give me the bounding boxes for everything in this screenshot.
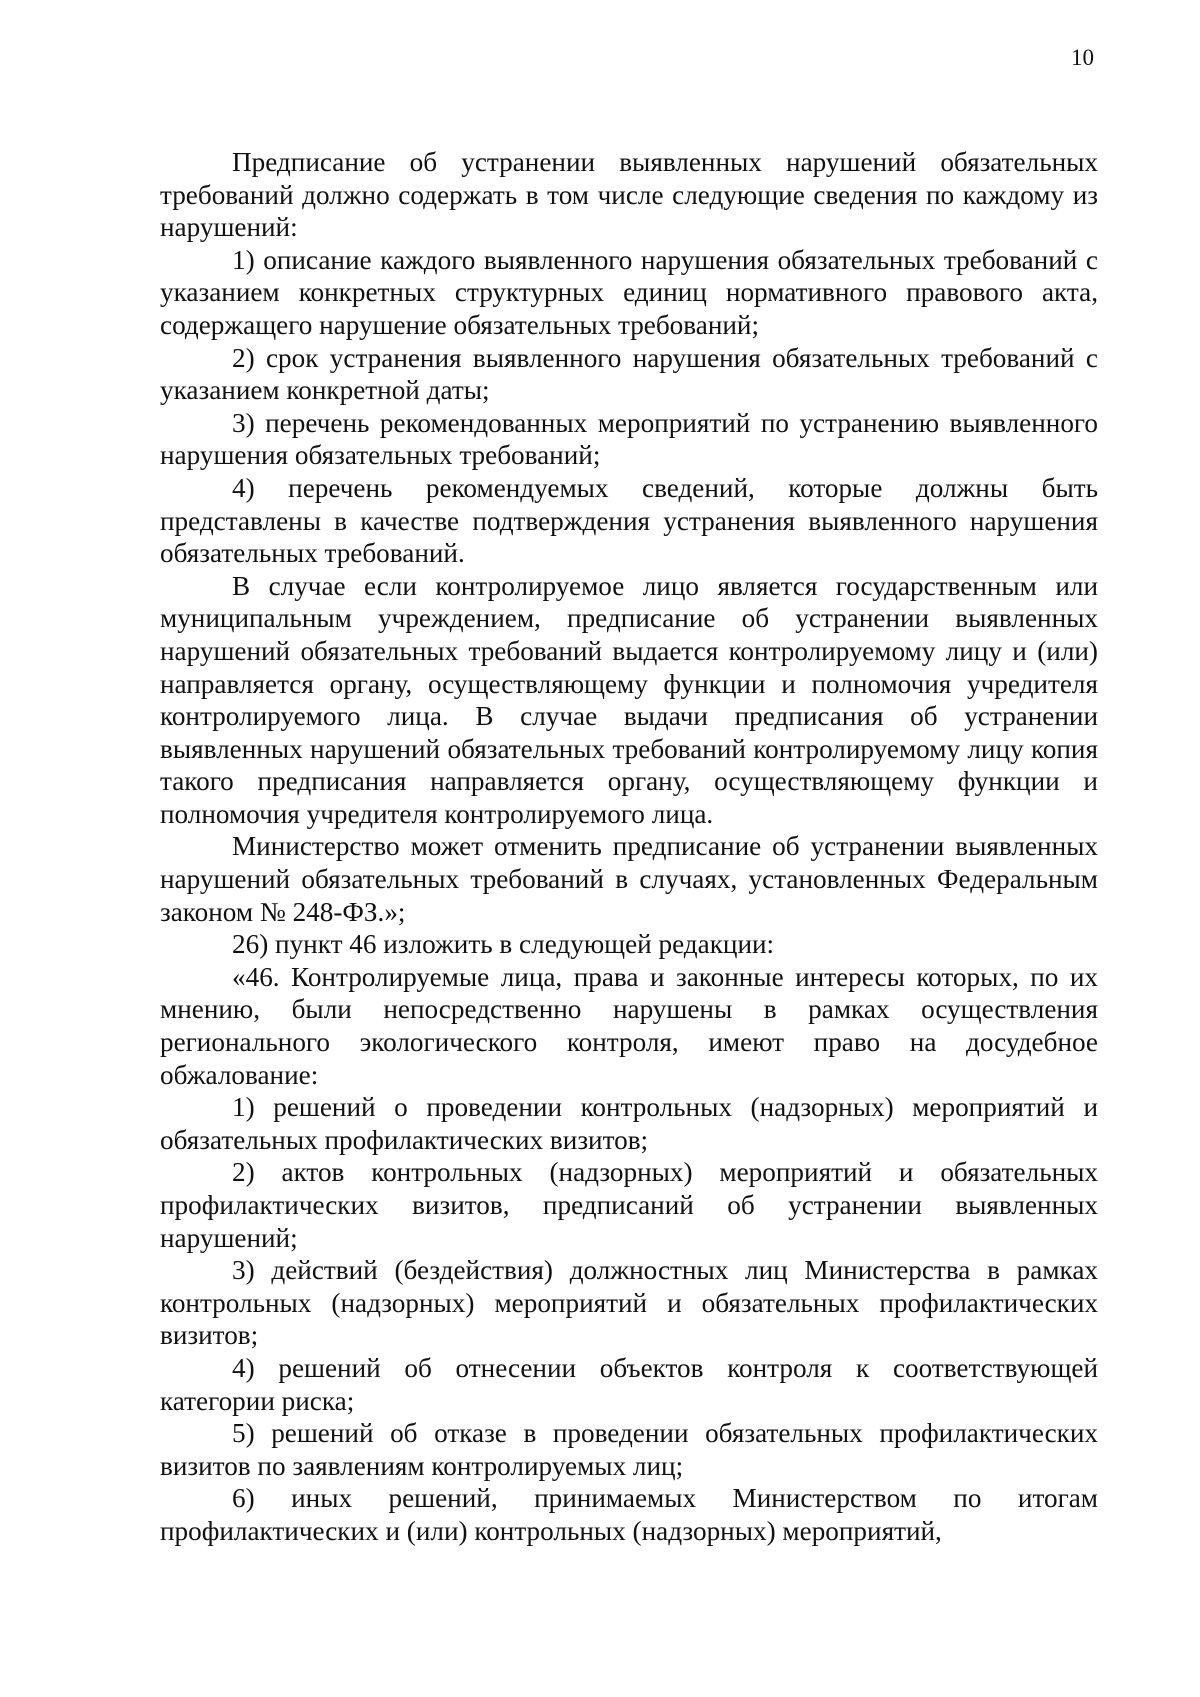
paragraph-point-26: 26) пункт 46 изложить в следующей редакции: (232, 929, 775, 960)
appeal-item-4: 4) решений об отнесении объектов контроля к соответствующей категории риска; (160, 1352, 1098, 1416)
list-item-3-measures: 3) перечень рекомендованных мероприятий по устранению выявленного нарушения обязательных требований; (160, 407, 1098, 471)
paragraph-ministry-cancel: Министерство может отменить предписание об устранении выявленных нарушений обязательных требований в случаях, установленных Федеральным законом № 248-ФЗ.»; (160, 831, 1098, 927)
list-item-1-description: 1) описание каждого выявленного нарушения обязательных требований с указанием конкретных структурных единиц нормативного правового акта, содержащего нарушение обязательных требований; (160, 244, 1098, 340)
appeal-item-6: 6) иных решений, принимаемых Министерством по итогам профилактических и (или) контрольных (надзорных) мероприятий, (160, 1483, 1098, 1546)
appeal-item-2: 2) актов контрольных (надзорных) мероприятий и обязательных профилактических визитов, предписаний об устранении выявленных нарушений; (160, 1157, 1098, 1253)
paragraph-prescription-intro: Предписание об устранении выявленных нарушений обязательных требований должно содержать в том числе следующие сведения по каждому из нарушений: (160, 147, 1098, 243)
list-item-4-evidence: 4) перечень рекомендуемых сведений, которые должны быть представлены в качестве подтверждения устранения выявленного нарушения обязательных требований. (160, 472, 1098, 569)
appeal-item-1: 1) решений о проведении контрольных (надзорных) мероприятий и обязательных профилактических визитов; (160, 1092, 1098, 1155)
page-number: 10 (1071, 45, 1094, 70)
appeal-item-5: 5) решений об отказе в проведении обязательных профилактических визитов по заявлениям контролируемых лиц; (160, 1418, 1098, 1481)
appeal-item-3: 3) действий (бездействия) должностных лиц Министерства в рамках контрольных (надзорных) мероприятий и обязательных профилактических визитов; (160, 1255, 1098, 1351)
paragraph-state-institution: В случае если контролируемое лицо является государственным или муниципальным учреждением, предписание об устранении выявленных нарушений обязательных требований выдается контролируемому лицу и (или) направляется органу, осуществляющему функции и полномочия учредителя контролируемого лица. В случае выдачи предписания об устранении выявленных нарушений обязательных требований контролируемому лицу копия такого предписания направляется органу, осуществляющему функции и полномочия учредителя контролируемого лица. (160, 570, 1098, 829)
document-body (160, 146, 1098, 1548)
paragraph-point-46: «46. Контролируемые лица, права и законные интересы которых, по их мнению, были непосредственно нарушены в рамках осуществления регионального экологического контроля, имеют право на досудебное обжалование: (160, 961, 1098, 1090)
list-item-2-deadline: 2) срок устранения выявленного нарушения обязательных требований с указанием конкретной даты; (160, 342, 1098, 406)
